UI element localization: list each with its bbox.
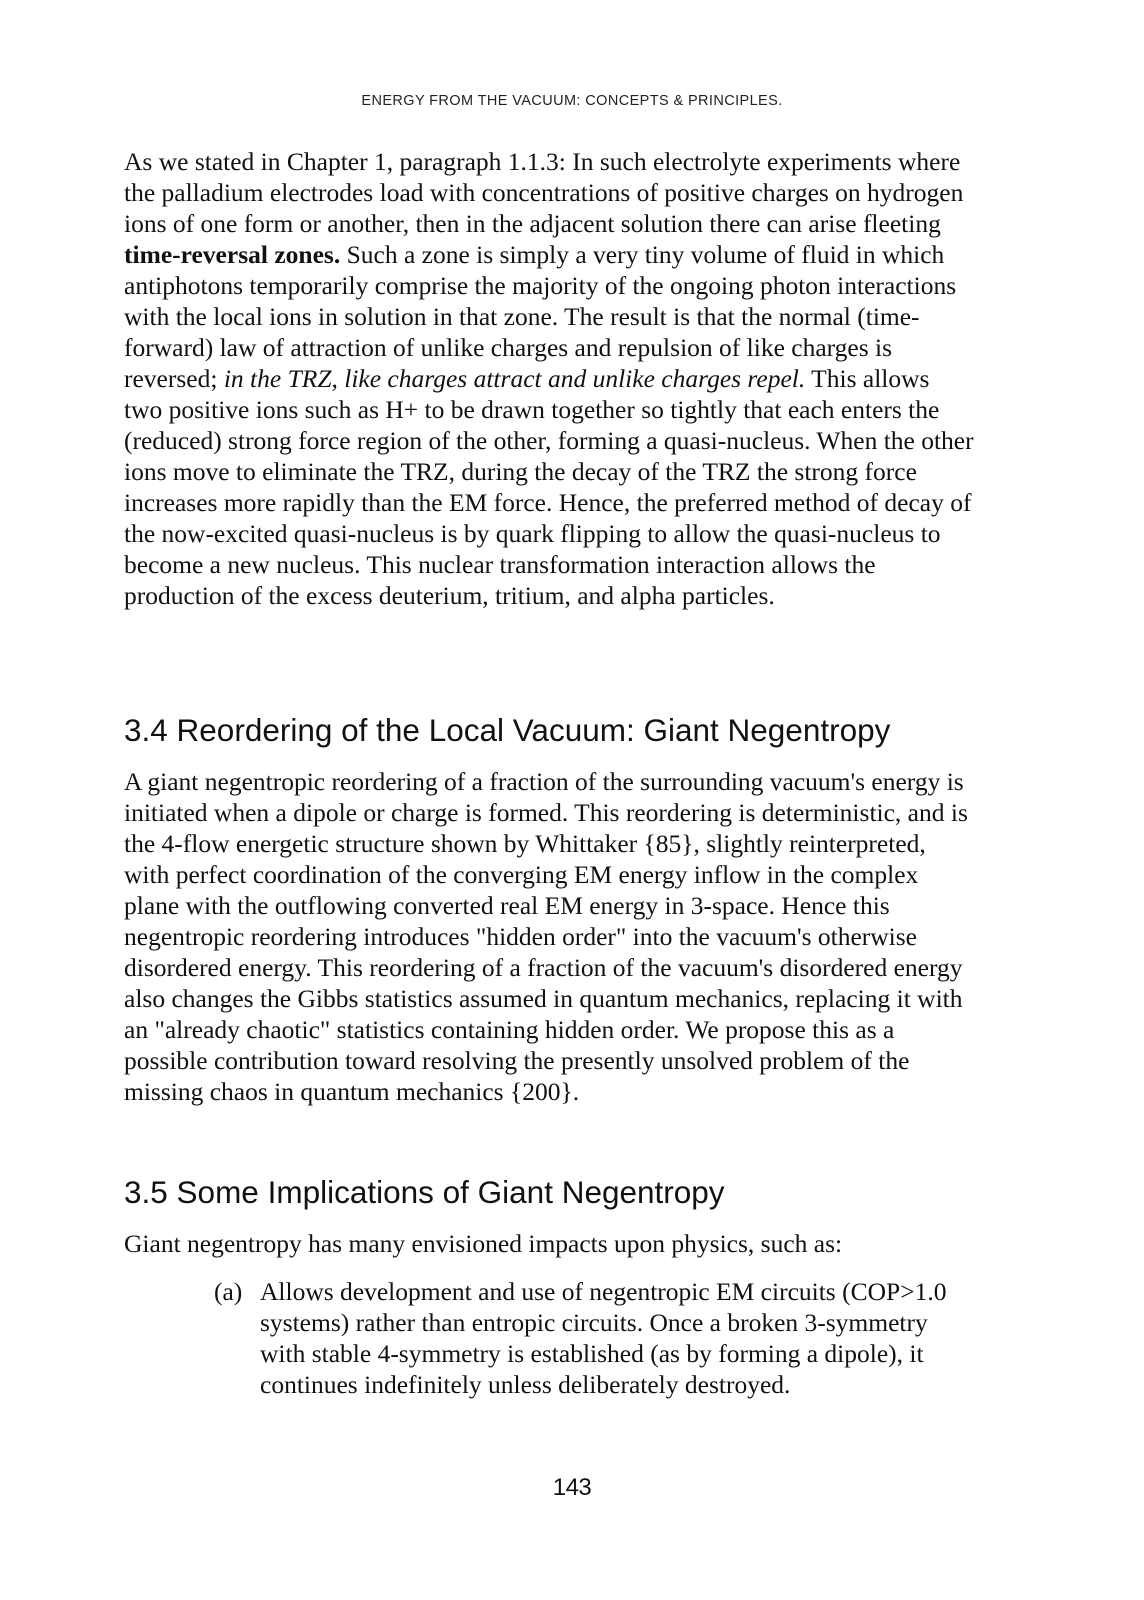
paragraph-trz <box>124 146 974 611</box>
running-header: ENERGY FROM THE VACUUM: CONCEPTS & PRINCIPLES. <box>361 93 783 109</box>
section-heading-3-5: 3.5 Some Implications of Giant Negentropy <box>124 1174 725 1210</box>
list-item <box>214 1276 974 1400</box>
paragraph-implications-intro: Giant negentropy has many envisioned impacts upon physics, such as: <box>124 1229 843 1258</box>
italic-term-trz-charges: in the TRZ, like charges attract and unlike charges repel. <box>223 364 806 393</box>
list-item-text: Allows development and use of negentropic EM circuits (COP>1.0 systems) rather than entropic circuits. Once a broken 3-symmetry with stable 4-symmetry is established (as by forming a dipole), it continues indefinitely unless deliberately destroyed. <box>260 1277 947 1399</box>
list-marker: (a) <box>214 1277 243 1306</box>
paragraph-trz-part3: This allows two positive ions such as H+ to be drawn together so tightly that each enters the (reduced) strong force region of the other, forming a quasi-nucleus. When the other ions move to eliminate the TRZ, during the decay of the TRZ the strong force increases more rapidly than the EM force. Hence, the preferred method of decay of the now-excited quasi-nucleus is by quark flipping to allow the quasi-nucleus to become a new nucleus. This nuclear transformation interaction allows the production of the excess deuterium, tritium, and alpha particles. <box>124 364 974 610</box>
bold-term-time-reversal-zones: time-reversal zones. <box>124 240 341 269</box>
paragraph-trz-part2: Such a zone is simply a very tiny volume of fluid in which antiphotons temporarily comprise the majority of the ongoing photon interactions with the local ions in solution in that zone. The result is that the normal (time-forward) law of attraction of unlike charges and repulsion of like charges is reversed; <box>124 240 957 393</box>
section-heading-3-4: 3.4 Reordering of the Local Vacuum: Giant Negentropy <box>124 712 891 748</box>
paragraph-trz-part1: As we stated in Chapter 1, paragraph 1.1.3: In such electrolyte experiments where the palladium electrodes load with concentrations of positive charges on hydrogen ions of one form or another, then in the adjacent solution there can arise fleeting <box>124 147 964 238</box>
paragraph-giant-negentropy: A giant negentropic reordering of a fraction of the surrounding vacuum's energy is initiated when a dipole or charge is formed. This reordering is deterministic, and is the 4-flow energetic structure shown by Whittaker {85}, slightly reinterpreted, with perfect coordination of the converging EM energy inflow in the complex plane with the outflowing converted real EM energy in 3-space. Hence this negentropic reordering introduces "hidden order" into the vacuum's otherwise disordered energy. This reordering of a fraction of the vacuum's disordered energy also changes the Gibbs statistics assumed in quantum mechanics, replacing it with an "already chaotic" statistics containing hidden order. We propose this as a possible contribution toward resolving the presently unsolved problem of the missing chaos in quantum mechanics {200}. <box>124 767 968 1106</box>
page-number: 143 <box>552 1474 592 1501</box>
